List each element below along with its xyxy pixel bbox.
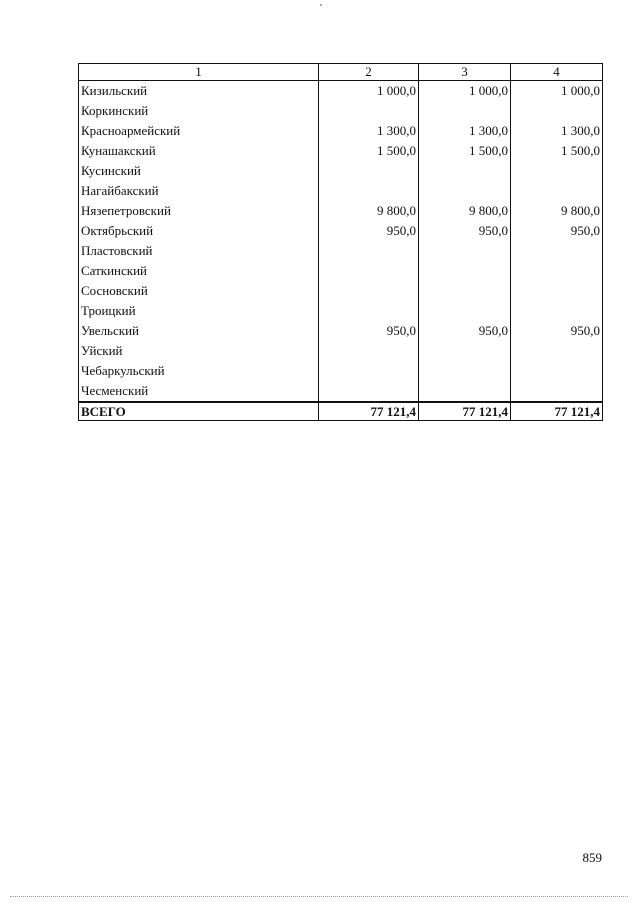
- value-col3: [419, 361, 511, 381]
- district-name: Коркинский: [79, 101, 319, 121]
- table-row: [79, 281, 603, 301]
- table-footer: [79, 402, 603, 421]
- table-row: [79, 201, 603, 221]
- value-col4: 1 500,0: [511, 141, 603, 161]
- district-name: Чесменский: [79, 381, 319, 402]
- header-row: [79, 64, 603, 81]
- total-row: [79, 402, 603, 421]
- table-row: [79, 341, 603, 361]
- value-col4: [511, 301, 603, 321]
- value-col2: [319, 161, 419, 181]
- value-col4: 950,0: [511, 221, 603, 241]
- table-row: [79, 321, 603, 341]
- district-name: Кусинский: [79, 161, 319, 181]
- district-name: Сосновский: [79, 281, 319, 301]
- value-col4: [511, 101, 603, 121]
- scan-mark: [320, 4, 322, 6]
- value-col2: 950,0: [319, 221, 419, 241]
- district-name: Нагайбакский: [79, 181, 319, 201]
- district-name: Пластовский: [79, 241, 319, 261]
- table-row: [79, 141, 603, 161]
- column-header-1: 1: [79, 64, 319, 81]
- table-row: [79, 121, 603, 141]
- value-col4: [511, 161, 603, 181]
- district-name: Троицкий: [79, 301, 319, 321]
- district-name: Нязепетровский: [79, 201, 319, 221]
- value-col4: [511, 281, 603, 301]
- total-value-col3: 77 121,4: [419, 402, 511, 421]
- value-col2: [319, 361, 419, 381]
- value-col2: 1 500,0: [319, 141, 419, 161]
- table-row: [79, 181, 603, 201]
- value-col3: [419, 341, 511, 361]
- table-row: [79, 361, 603, 381]
- value-col3: 950,0: [419, 221, 511, 241]
- value-col2: 9 800,0: [319, 201, 419, 221]
- district-name: Увельский: [79, 321, 319, 341]
- column-header-2: 2: [319, 64, 419, 81]
- table-header: [79, 64, 603, 81]
- value-col4: [511, 261, 603, 281]
- table-row: [79, 381, 603, 402]
- value-col3: [419, 181, 511, 201]
- table-row: [79, 81, 603, 102]
- value-col3: [419, 281, 511, 301]
- column-header-3: 3: [419, 64, 511, 81]
- table-row: [79, 301, 603, 321]
- table-row: [79, 241, 603, 261]
- budget-table: [78, 63, 603, 421]
- table-row: [79, 261, 603, 281]
- table-body: [79, 81, 603, 403]
- value-col4: 9 800,0: [511, 201, 603, 221]
- value-col3: [419, 161, 511, 181]
- value-col2: [319, 101, 419, 121]
- value-col2: [319, 341, 419, 361]
- value-col3: 950,0: [419, 321, 511, 341]
- value-col3: 1 000,0: [419, 81, 511, 102]
- value-col2: 1 300,0: [319, 121, 419, 141]
- value-col3: [419, 381, 511, 402]
- district-name: Кизильский: [79, 81, 319, 102]
- value-col2: 1 000,0: [319, 81, 419, 102]
- district-name: Октябрьский: [79, 221, 319, 241]
- value-col4: [511, 361, 603, 381]
- value-col3: 1 500,0: [419, 141, 511, 161]
- district-name: Кунашакский: [79, 141, 319, 161]
- value-col2: [319, 281, 419, 301]
- column-header-4: 4: [511, 64, 603, 81]
- value-col3: [419, 101, 511, 121]
- value-col4: 1 000,0: [511, 81, 603, 102]
- value-col3: 9 800,0: [419, 201, 511, 221]
- value-col2: [319, 301, 419, 321]
- table-row: [79, 161, 603, 181]
- value-col4: [511, 381, 603, 402]
- district-name: Уйский: [79, 341, 319, 361]
- district-name: Красноармейский: [79, 121, 319, 141]
- value-col4: [511, 181, 603, 201]
- value-col3: [419, 301, 511, 321]
- value-col4: [511, 241, 603, 261]
- table-row: [79, 101, 603, 121]
- district-name: Саткинский: [79, 261, 319, 281]
- total-value-col4: 77 121,4: [511, 402, 603, 421]
- value-col3: 1 300,0: [419, 121, 511, 141]
- value-col4: [511, 341, 603, 361]
- total-label: ВСЕГО: [79, 402, 319, 421]
- bottom-rule: [10, 896, 628, 897]
- value-col2: [319, 241, 419, 261]
- value-col4: 950,0: [511, 321, 603, 341]
- district-name: Чебаркульский: [79, 361, 319, 381]
- page-number: 859: [582, 850, 602, 865]
- table-row: [79, 221, 603, 241]
- value-col2: 950,0: [319, 321, 419, 341]
- value-col2: [319, 181, 419, 201]
- total-value-col2: 77 121,4: [319, 402, 419, 421]
- value-col3: [419, 261, 511, 281]
- value-col2: [319, 261, 419, 281]
- value-col3: [419, 241, 511, 261]
- value-col2: [319, 381, 419, 402]
- value-col4: 1 300,0: [511, 121, 603, 141]
